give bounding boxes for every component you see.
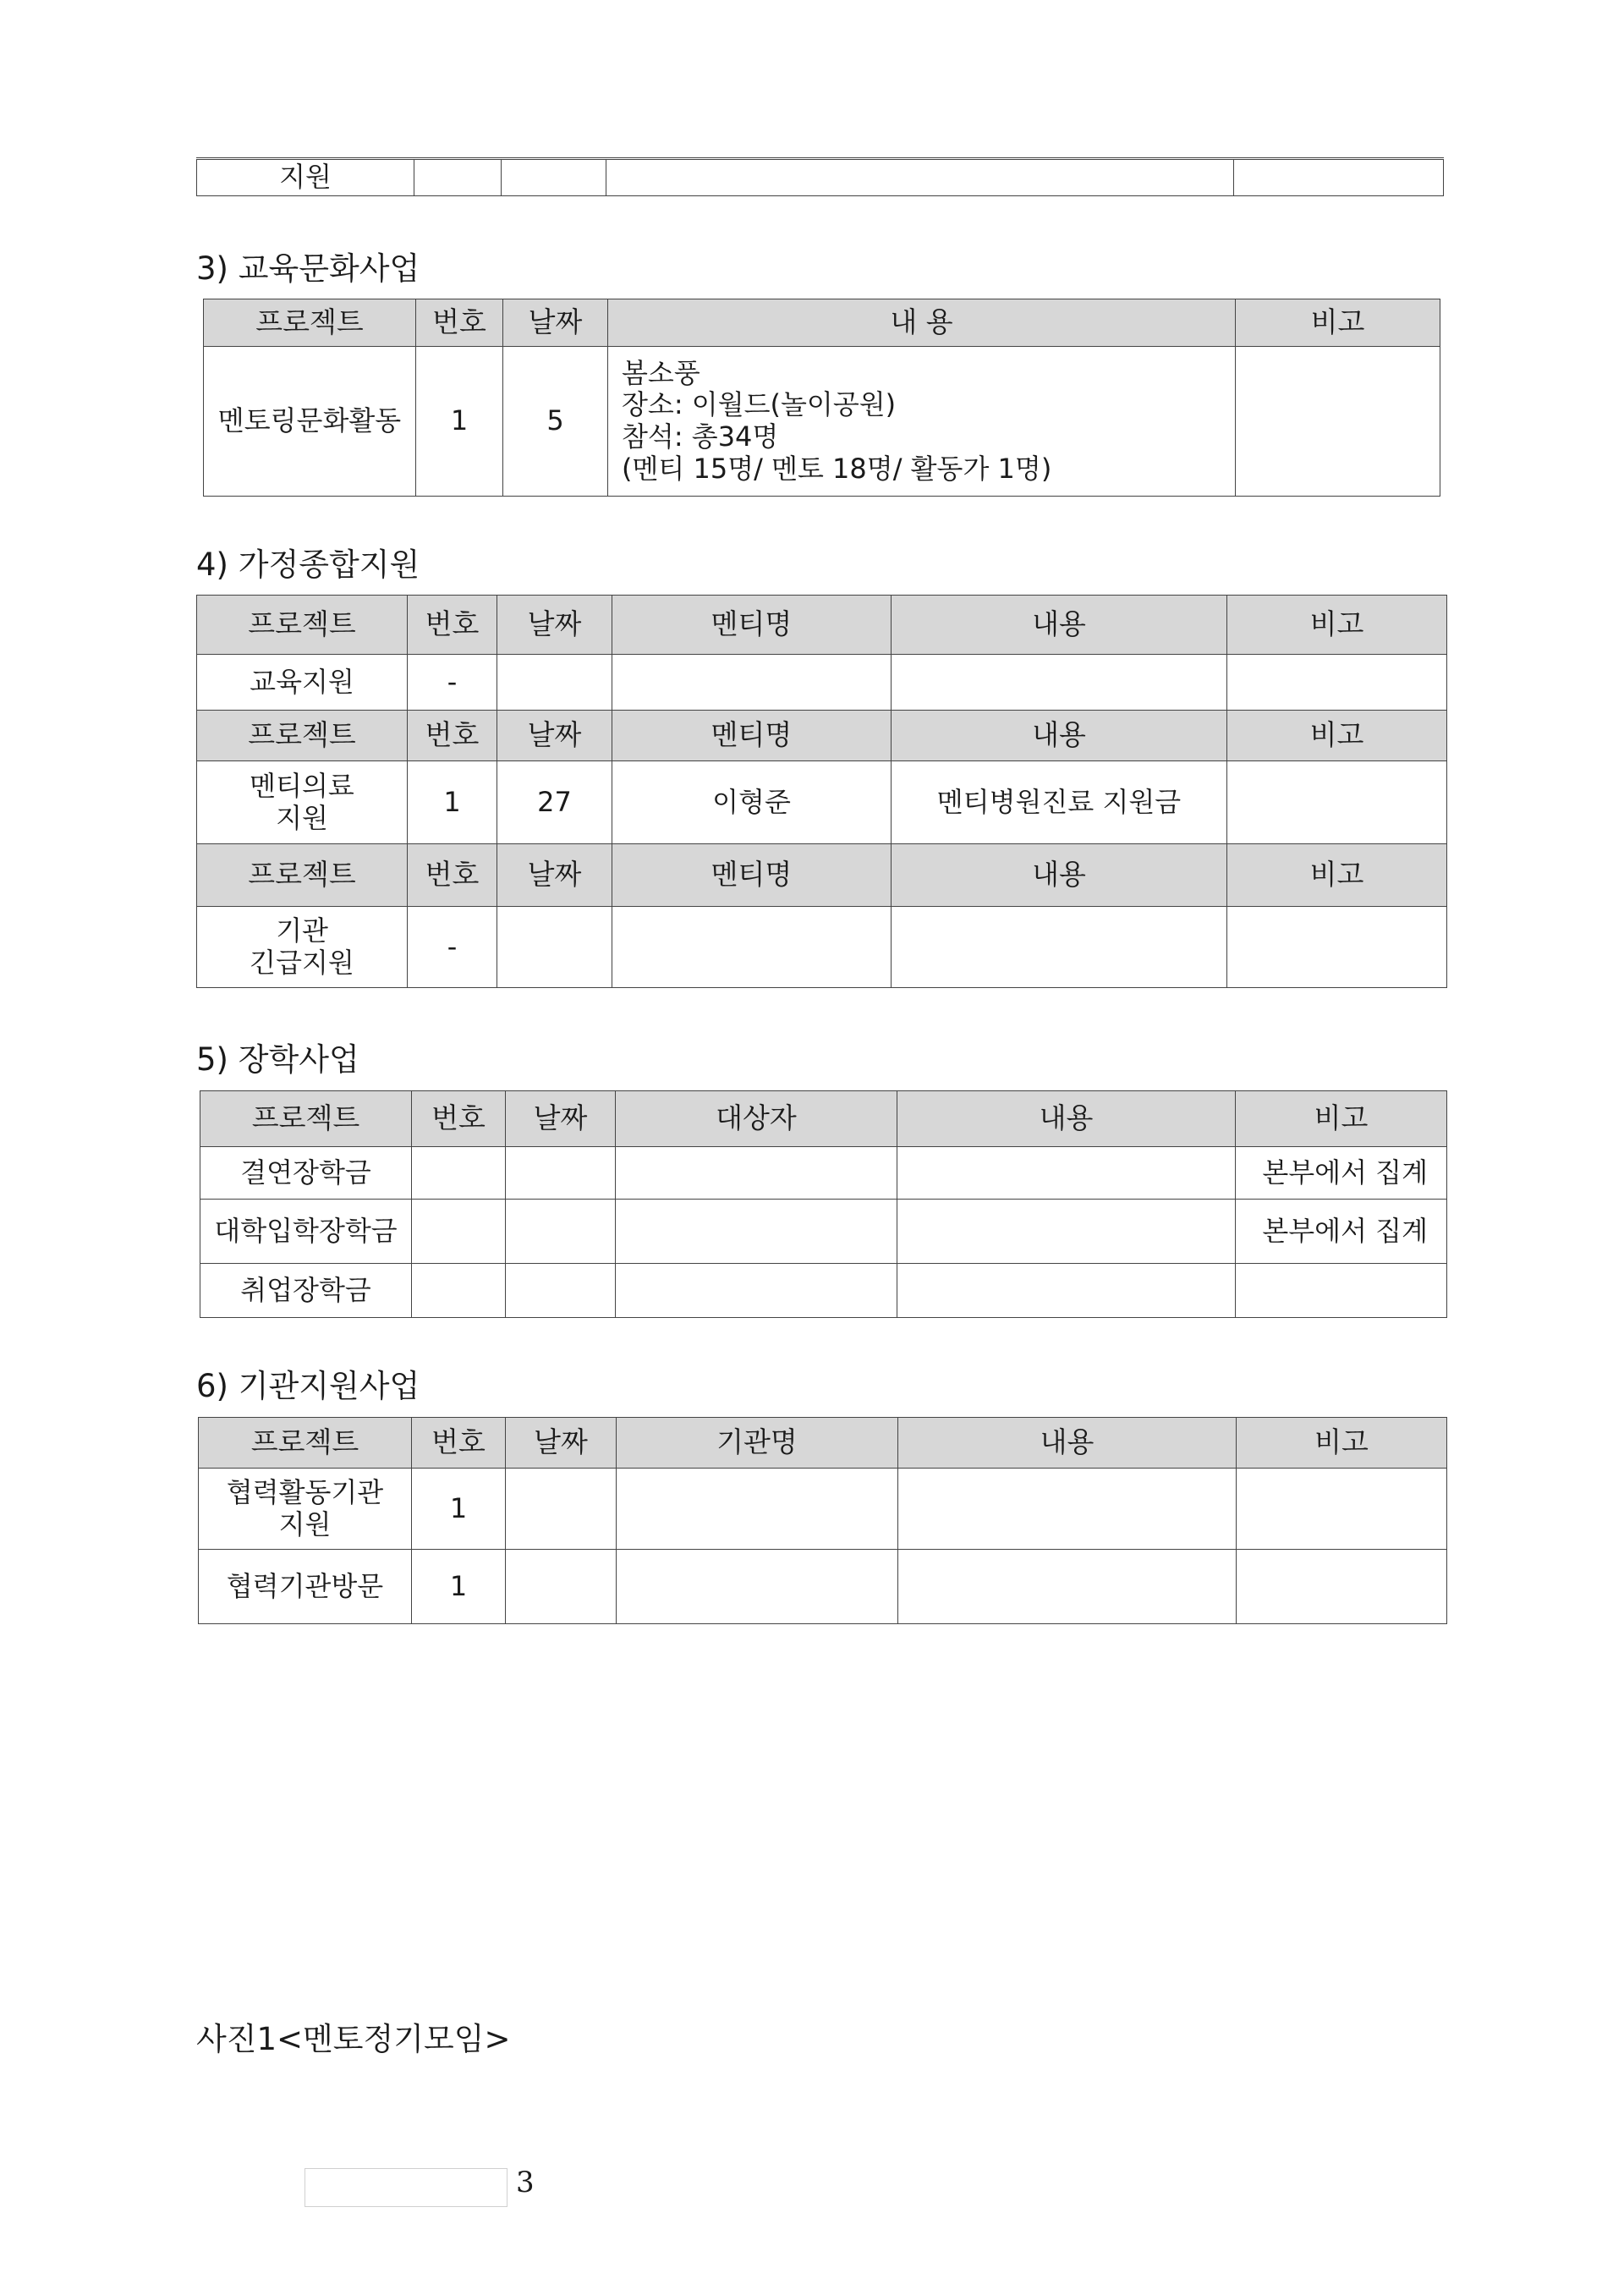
number-cell: - — [408, 907, 497, 988]
content-cell — [897, 1147, 1236, 1200]
table-row — [197, 907, 1447, 988]
mentee-cell — [612, 655, 892, 711]
note-cell — [1236, 347, 1440, 497]
section-4-heading: 4) 가정종합지원 — [196, 546, 420, 583]
table-header-row — [197, 844, 1447, 907]
date-cell — [497, 907, 612, 988]
table-row — [204, 347, 1440, 497]
header-note: 비고 — [1227, 711, 1447, 761]
photo-caption: 사진1<멘토정기모임> — [196, 2021, 511, 2057]
header-number: 번호 — [416, 299, 503, 347]
note-cell — [1227, 907, 1447, 988]
date-cell — [497, 655, 612, 711]
number-cell: 1 — [412, 1469, 506, 1550]
date-cell: 5 — [503, 347, 608, 497]
target-cell — [616, 1200, 897, 1264]
content-cell — [897, 1200, 1236, 1264]
header-content: 내용 — [892, 844, 1227, 907]
header-date: 날짜 — [503, 299, 608, 347]
number-cell: - — [408, 655, 497, 711]
header-content: 내용 — [892, 711, 1227, 761]
content-cell — [892, 907, 1227, 988]
header-date: 날짜 — [497, 711, 612, 761]
header-project: 프로젝트 — [197, 844, 408, 907]
header-date: 날짜 — [497, 596, 612, 655]
target-cell — [616, 1147, 897, 1200]
date-cell — [506, 1200, 616, 1264]
page-number-box — [304, 2168, 508, 2207]
project-cell: 기관 긴급지원 — [197, 907, 408, 988]
header-project: 프로젝트 — [204, 299, 416, 347]
header-date: 날짜 — [506, 1091, 616, 1147]
table-row — [199, 1550, 1447, 1624]
institution-support-table — [198, 1417, 1447, 1624]
number-cell: 1 — [412, 1550, 506, 1624]
header-institution: 기관명 — [617, 1418, 898, 1469]
note-cell — [1236, 1264, 1447, 1318]
project-cell: 협력활동기관 지원 — [199, 1469, 412, 1550]
content-line: 봄소풍 — [622, 356, 700, 389]
header-project: 프로젝트 — [197, 596, 408, 655]
content-cell — [898, 1550, 1237, 1624]
header-project: 프로젝트 — [197, 711, 408, 761]
header-note: 비고 — [1237, 1418, 1447, 1469]
table-header-row — [200, 1091, 1447, 1147]
page-number: 3 — [516, 2166, 535, 2199]
table-row — [197, 655, 1447, 711]
header-project: 프로젝트 — [199, 1418, 412, 1469]
header-note: 비고 — [1236, 1091, 1447, 1147]
content-cell — [898, 1469, 1237, 1550]
table-row — [197, 159, 1444, 196]
continued-table — [196, 157, 1444, 196]
institution-cell — [617, 1550, 898, 1624]
project-cell: 멘티의료 지원 — [197, 761, 408, 844]
header-target: 대상자 — [616, 1091, 897, 1147]
header-number: 번호 — [412, 1091, 506, 1147]
date-cell — [506, 1550, 617, 1624]
header-mentee: 멘티명 — [612, 711, 892, 761]
number-cell: 1 — [408, 761, 497, 844]
family-support-table — [196, 595, 1447, 988]
number-cell — [412, 1264, 506, 1318]
table-header-row — [197, 596, 1447, 655]
project-cell: 결연장학금 — [200, 1147, 412, 1200]
number-cell — [414, 159, 502, 196]
content-line: 장소: 이월드(놀이공원) — [622, 388, 897, 421]
note-cell — [1234, 159, 1444, 196]
target-cell — [616, 1264, 897, 1318]
content-cell — [608, 347, 1236, 497]
date-cell: 27 — [497, 761, 612, 844]
institution-cell — [617, 1469, 898, 1550]
number-cell: 1 — [416, 347, 503, 497]
mentee-cell — [612, 907, 892, 988]
project-cell: 지원 — [197, 159, 414, 196]
project-cell: 교육지원 — [197, 655, 408, 711]
section-3-heading: 3) 교육문화사업 — [196, 250, 420, 287]
date-cell — [506, 1147, 616, 1200]
header-project: 프로젝트 — [200, 1091, 412, 1147]
content-line: 참석: 총34명 — [622, 420, 779, 453]
content-cell — [606, 159, 1234, 196]
table-header-row — [204, 299, 1440, 347]
date-cell — [506, 1469, 617, 1550]
table-row — [200, 1200, 1447, 1264]
content-line: (멘티 15명/ 멘토 18명/ 활동가 1명) — [622, 452, 1052, 485]
table-row — [200, 1147, 1447, 1200]
header-mentee: 멘티명 — [612, 596, 892, 655]
scholarship-table — [200, 1090, 1447, 1318]
content-cell — [897, 1264, 1236, 1318]
header-number: 번호 — [408, 844, 497, 907]
header-content: 내용 — [892, 596, 1227, 655]
note-cell — [1237, 1469, 1447, 1550]
header-date: 날짜 — [506, 1418, 617, 1469]
project-cell: 협력기관방문 — [199, 1550, 412, 1624]
header-number: 번호 — [408, 596, 497, 655]
header-note: 비고 — [1227, 844, 1447, 907]
mentee-cell: 이형준 — [612, 761, 892, 844]
content-cell — [892, 655, 1227, 711]
project-cell: 대학입학장학금 — [200, 1200, 412, 1264]
table-row — [199, 1469, 1447, 1550]
table-header-row — [197, 711, 1447, 761]
content-cell: 멘티병원진료 지원금 — [892, 761, 1227, 844]
date-cell — [502, 159, 606, 196]
header-content: 내용 — [898, 1418, 1237, 1469]
note-cell — [1227, 655, 1447, 711]
header-number: 번호 — [408, 711, 497, 761]
note-cell: 본부에서 집계 — [1236, 1200, 1447, 1264]
note-cell — [1227, 761, 1447, 844]
header-content: 내 용 — [608, 299, 1236, 347]
project-cell: 취업장학금 — [200, 1264, 412, 1318]
table-header-row — [199, 1418, 1447, 1469]
header-date: 날짜 — [497, 844, 612, 907]
table-row — [200, 1264, 1447, 1318]
table-row — [197, 761, 1447, 844]
note-cell — [1237, 1550, 1447, 1624]
note-cell: 본부에서 집계 — [1236, 1147, 1447, 1200]
header-note: 비고 — [1236, 299, 1440, 347]
number-cell — [412, 1147, 506, 1200]
header-mentee: 멘티명 — [612, 844, 892, 907]
header-note: 비고 — [1227, 596, 1447, 655]
number-cell — [412, 1200, 506, 1264]
header-content: 내용 — [897, 1091, 1236, 1147]
section-6-heading: 6) 기관지원사업 — [196, 1368, 420, 1404]
education-culture-table — [203, 299, 1440, 497]
header-number: 번호 — [412, 1418, 506, 1469]
project-cell: 멘토링문화활동 — [204, 347, 416, 497]
section-5-heading: 5) 장학사업 — [196, 1041, 359, 1078]
date-cell — [506, 1264, 616, 1318]
